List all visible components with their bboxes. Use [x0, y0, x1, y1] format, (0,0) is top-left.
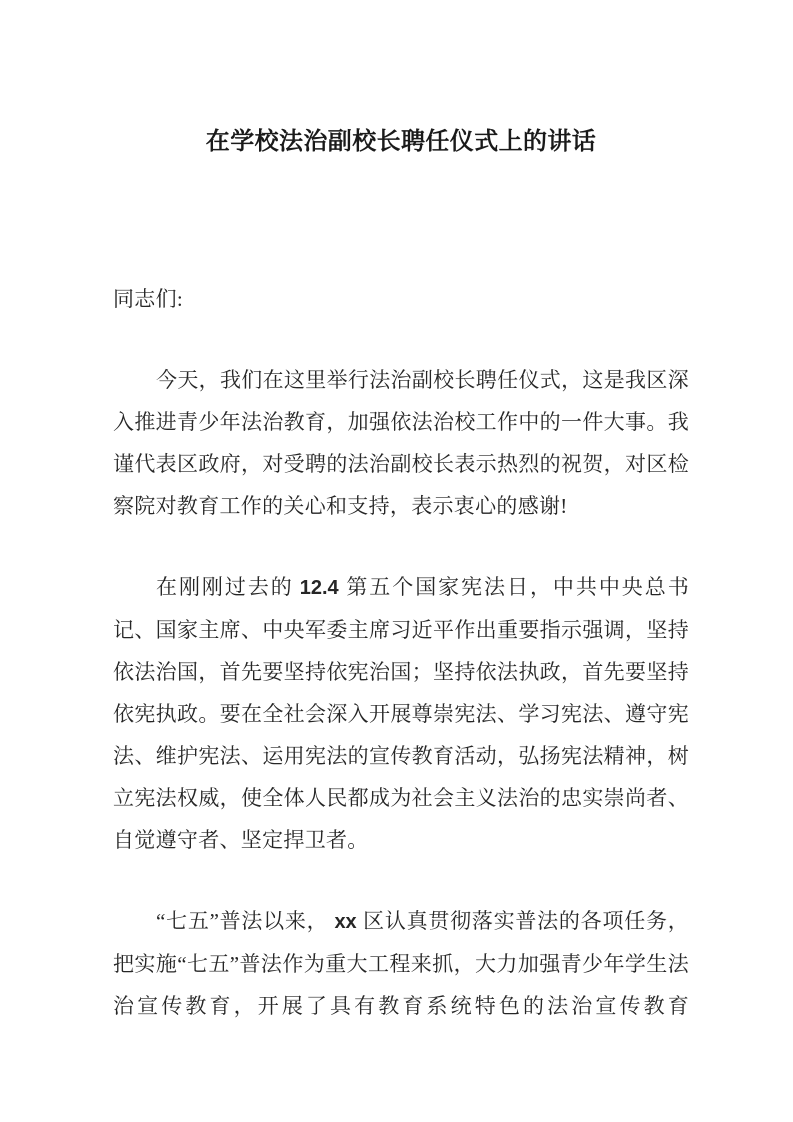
paragraph-1: 今天，我们在这里举行法治副校长聘任仪式，这是我区深入推进青少年法治教育，加强依法治校工作中的一件大事。我谨代表区政府，对受聘的法治副校长表示热烈的祝贺，对区检察院对教育工作的关心和支持，表示衷心的感谢!: [113, 368, 689, 518]
document-title: 在学校法治副校长聘任仪式上的讲话: [205, 129, 597, 155]
greeting-line: 同志们:: [113, 287, 184, 311]
paragraph-3: “七五”普法以来， xx 区认真贯彻落实普法的各项任务，把实施“七五”普法作为重大工程来抓，大力加强青少年学生法治宣传教育，开展了具有教育系统特色的法治宣传教育: [113, 909, 690, 1018]
paragraph-2: 在刚刚过去的 12.4 第五个国家宪法日，中共中央总书记、国家主席、中央军委主席习近平作出重要指示强调，坚持依法治国，首先要坚持依宪治国；坚持依法执政，首先要坚持依宪执政。要在全社会深入开展尊崇宪法、学习宪法、遵守宪法、维护宪法、运用宪法的宣传教育活动，弘扬宪法精神，树立宪法权威，使全体人民都成为社会主义法治的忠实崇尚者、自觉遵守者、坚定捍卫者。: [113, 575, 689, 852]
